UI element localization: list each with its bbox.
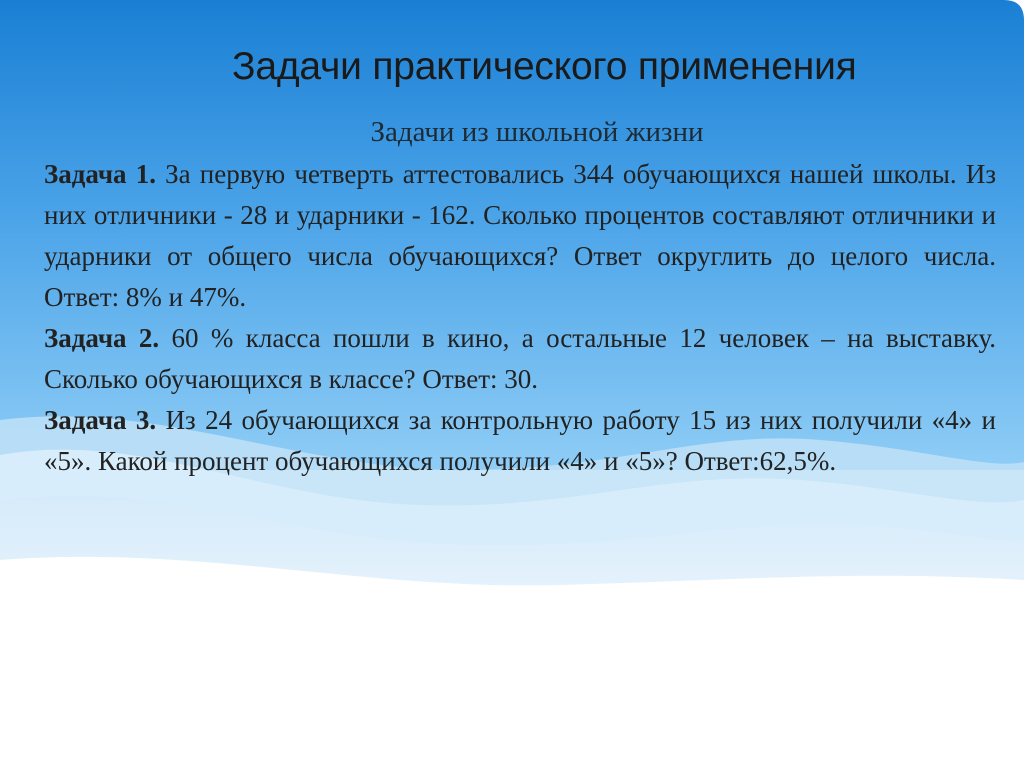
slide-subtitle: Задачи из школьной жизни (370, 116, 704, 148)
task-2 (44, 318, 996, 400)
task-label: Задача 2. (44, 323, 160, 353)
tasks-list (44, 154, 996, 482)
task-3 (44, 400, 996, 482)
task-text: Из 24 обучающихся за контрольную работу 15 из них получили «4» и «5». Какой процент обучающихся получили «4» и «5»? Ответ:62,5%. (44, 405, 996, 476)
slide-title: Задачи практического применения (232, 45, 857, 88)
task-text: 60 % класса пошли в кино, а остальные 12 человек – на выставку. Сколько обучающихся в классе? Ответ: 30. (44, 323, 996, 394)
task-1 (44, 154, 996, 318)
task-label: Задача 3. (44, 405, 157, 435)
task-text: За первую четверть аттестовались 344 обучающихся нашей школы. Из них отличники - 28 и ударники - 162. Сколько процентов составляют отличники и ударники от общего числа обучающихся? Ответ округлить до целого числа. Ответ: 8% и 47%. (44, 159, 996, 312)
task-label: Задача 1. (44, 159, 156, 189)
